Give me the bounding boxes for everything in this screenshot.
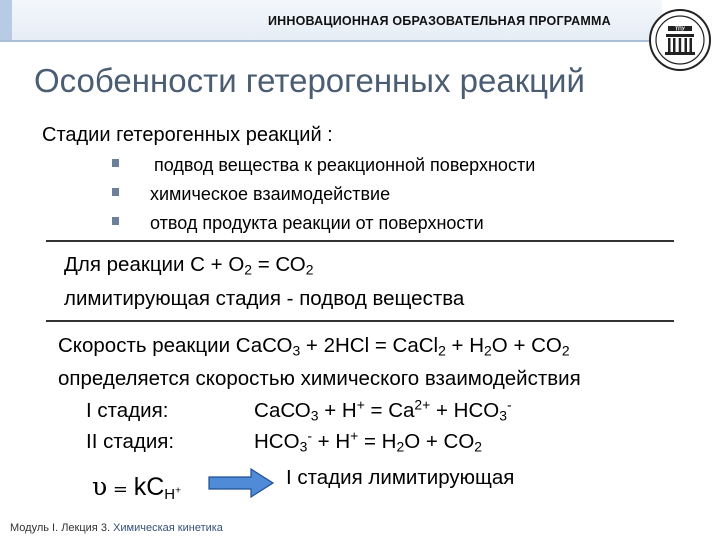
bullet-square-icon	[112, 159, 119, 167]
header-divider	[0, 40, 662, 42]
program-title: ИННОВАЦИОННАЯ ОБРАЗОВАТЕЛЬНАЯ ПРОГРАММА	[268, 14, 611, 28]
divider	[46, 240, 674, 242]
limiting-stage-note: I стадия лимитирующая	[286, 466, 515, 489]
bullet-square-icon	[112, 188, 119, 196]
example1-equation: Для реакции $С + О_2 = СО_2$	[64, 253, 314, 278]
example2-description: определяется скоростью химического взаимодействия	[58, 367, 581, 390]
example2-equation: Скорость реакции СаСО$_3$ + 2HCl = CaCl$_2$ + $H_2O + CO_2$	[58, 334, 570, 359]
stage1-label: I стадия:	[86, 399, 169, 422]
right-arrow-icon	[207, 467, 275, 499]
header-accent	[0, 0, 12, 40]
footer: Модуль I. Лекция 3. Химическая кинетика	[10, 522, 223, 534]
rate-formula: $\upsilon = kC_{H^+}$	[92, 472, 182, 503]
bullet-square-icon	[112, 217, 119, 225]
example1-limiting: лимитирующая стадия - подвод вещества	[64, 287, 465, 310]
stages-heading: Стадии гетерогенных реакций :	[42, 124, 333, 146]
slide-title: Особенности гетерогенных реакций	[34, 62, 585, 99]
stage2-equation: $HCO_3^- + H^+ = H_2O + CO_2$	[254, 427, 483, 455]
stage2-label: II стадия:	[86, 430, 175, 453]
logo-text: ТПУ	[675, 26, 685, 33]
stage1-equation: СаСО$_3$ + $H^+ = Ca^{2+} + HCO_3^-$	[254, 396, 512, 424]
divider	[46, 320, 674, 322]
university-logo	[648, 8, 712, 72]
